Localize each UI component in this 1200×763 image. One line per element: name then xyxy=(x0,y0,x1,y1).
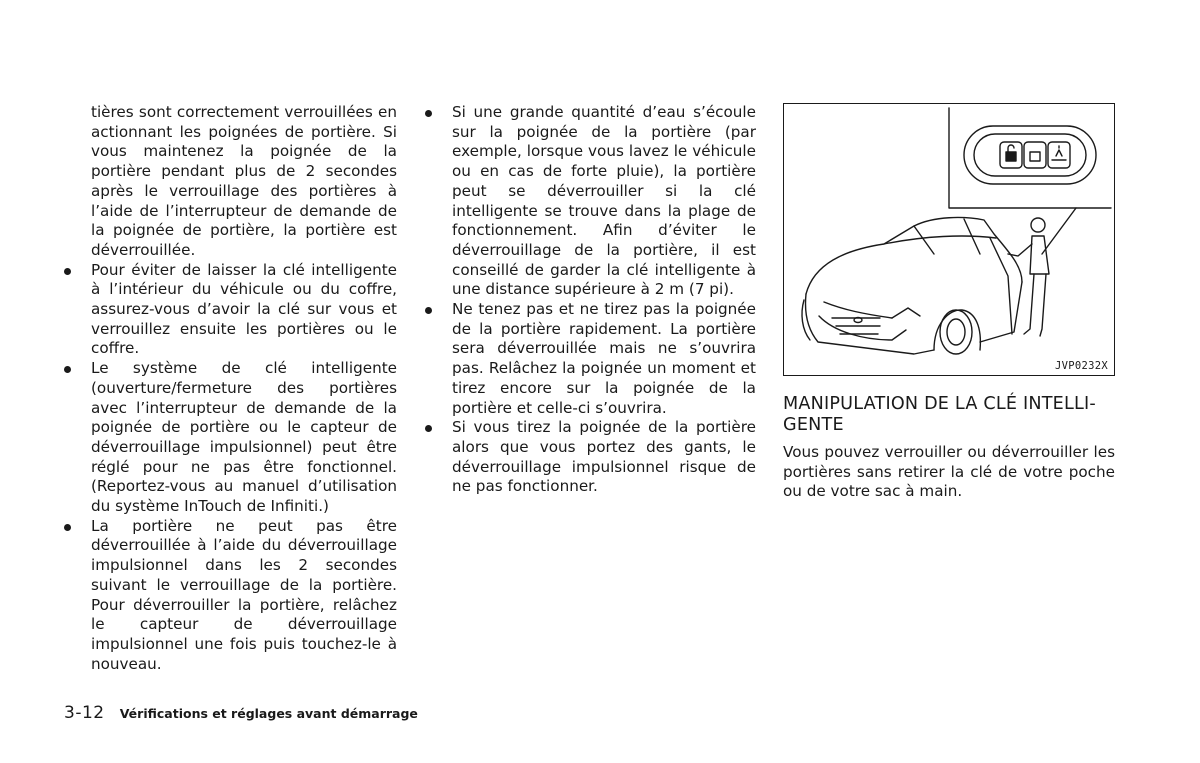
page-footer xyxy=(64,703,418,723)
bullet-text: La portière ne peut pas être déverrouillée à l’aide du déverrouillage impulsionnel dans les 2 secondes suivant le verrouillage de la portière. Pour déverrouiller la portière, relâchez le capteur de déverrouillage impulsionnel une fois puis touchez-le à nouveau. xyxy=(91,516,397,673)
chapter-title: Vérifications et réglages avant démarrage xyxy=(119,706,418,721)
bullet-text: Si une grande quantité d’eau s’écoule sur la poignée de la portière (par exemple, lorsque vous lavez le véhicule ou en cas de forte pluie), la portière peut se déverrouiller si la clé intelligente se trouve dans la plage de fonctionnement. Afin d’éviter le déverrouillage de la portière, il est conseillé de garder la clé intelligente à une distance supérieure à 2 m (7 pi). xyxy=(452,103,756,299)
bullet-item xyxy=(425,300,756,418)
smart-key-fob-icon xyxy=(964,126,1096,184)
bullet-text: Le système de clé intelligente (ouverture/fermeture des portières avec l’interrupteur de demande de la poignée de portière ou le capteur de déverrouillage impulsionnel) peut être réglé pour ne pas être fonctionnel. (Reportez-vous au manuel d’utilisation du système InTouch de Infiniti.) xyxy=(91,359,397,516)
bullet-icon xyxy=(425,110,432,117)
person-at-door-icon xyxy=(1008,218,1049,336)
bullet-item xyxy=(64,261,397,360)
section-intro: Vous pouvez verrouiller ou déverrouiller les portières sans retirer la clé de votre poche ou de votre sac à main. xyxy=(783,443,1115,501)
bullet-item xyxy=(64,517,397,675)
text-column-2 xyxy=(425,103,756,497)
car-illustration-icon xyxy=(784,104,1116,377)
bullet-text: Ne tenez pas et ne tirez pas la poignée de la portière rapidement. La portière sera déverrouillée mais ne s’ouvrira pas. Relâchez la poignée un moment et tirez encore sur la poignée de la portière et celle-ci s’ouvrira. xyxy=(452,300,756,417)
bullet-item xyxy=(425,418,756,497)
bullet-icon xyxy=(64,366,71,373)
section-heading: MANIPULATION DE LA CLÉ INTELLI-GENTE xyxy=(783,394,1096,435)
page-number: 3-12 xyxy=(64,703,105,723)
bullet-text: Si vous tirez la poignée de la portière alors que vous portez des gants, le déverrouillage impulsionnel risque de ne pas fonctionner. xyxy=(452,418,756,496)
bullet-text: Pour éviter de laisser la clé intelligente à l’intérieur du véhicule ou du coffre, assurez-vous d’avoir la clé sur vous et verrouillez ensuite les portières ou le coffre. xyxy=(91,260,397,358)
bullet-icon xyxy=(425,307,432,314)
figure-code: JVP0232X xyxy=(1055,360,1108,372)
text-column-1 xyxy=(64,103,397,674)
continued-paragraph: tières sont correctement verrouillées en actionnant les poignées de portière. Si vous maintenez la poignée de la portière pendant plus de 2 secondes après le verrouillage des portières à l’aide de l’interrupteur de demande de la poignée de portière, la portière est déverrouillée. xyxy=(91,103,397,259)
bullet-item xyxy=(425,103,756,300)
bullet-icon xyxy=(64,524,71,531)
bullet-icon xyxy=(425,425,432,432)
bullet-icon xyxy=(64,268,71,275)
car-figure xyxy=(783,103,1115,376)
bullet-item xyxy=(64,359,397,517)
